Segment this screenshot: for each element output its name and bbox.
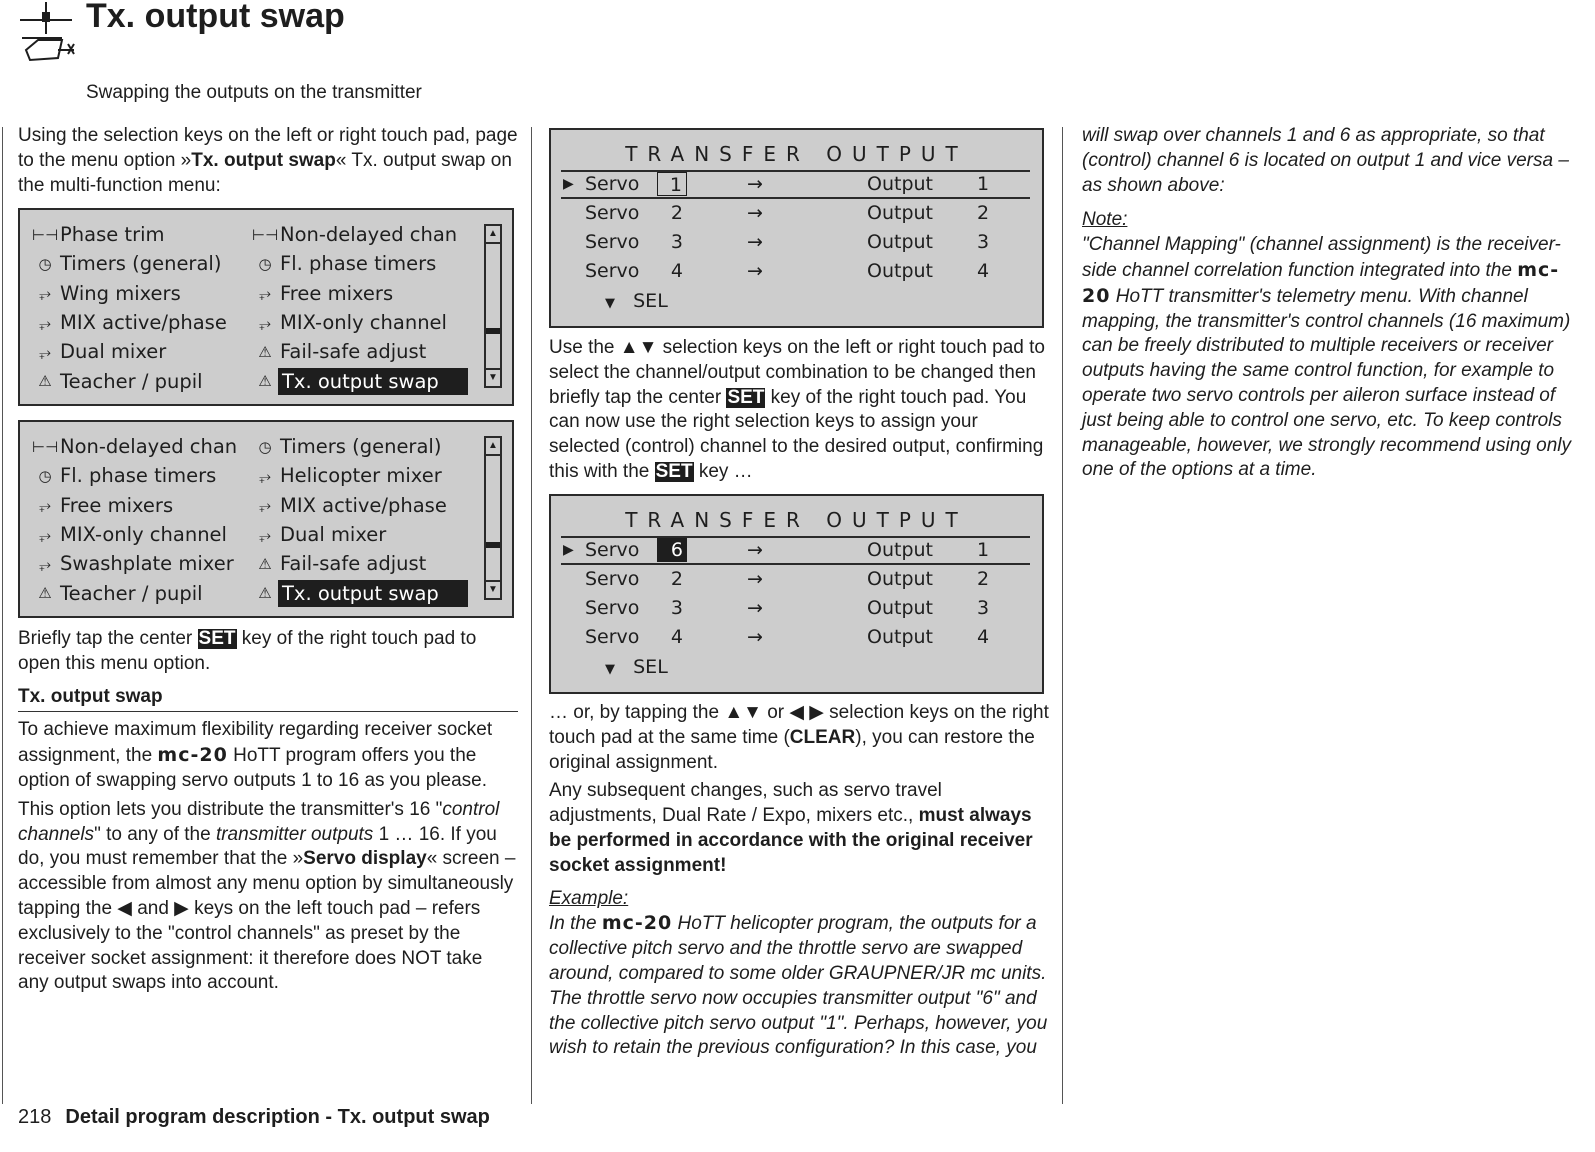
set-key-label: SET (727, 386, 765, 408)
arrow-icon: → (747, 202, 763, 224)
menu-item-label: Non-delayed chan (280, 223, 458, 247)
menu-item-label: Helicopter mixer (280, 464, 442, 488)
set-key-label: SET (655, 460, 693, 482)
transfer-row[interactable] (563, 257, 1023, 286)
menu-item-label: Dual mixer (60, 340, 167, 364)
menu-row (32, 549, 474, 578)
servo-label: Servo (585, 626, 640, 648)
use-paragraph: Use the ▲▼ selection keys on the left or right touch pad to select the channel/output combination to be changed then briefly tap the center SET key of the right touch pad. You can now use the right selection keys to assign your selected (control) channel to the desired output, confirming this with the SET key … (549, 337, 1045, 482)
output-label: Output (867, 202, 933, 224)
menu-item[interactable] (32, 580, 252, 607)
menu-item-icon: ⚠ (258, 584, 272, 603)
menu-item[interactable] (32, 250, 252, 277)
menu-row (32, 578, 474, 607)
arrow-icon: → (747, 173, 763, 195)
menu-item-label: Tx. output swap (278, 368, 468, 395)
menu-row (32, 366, 474, 395)
scroll-down-icon[interactable]: ▼ (486, 368, 500, 386)
menu-item-label: Free mixers (280, 281, 394, 305)
menu-item[interactable] (252, 368, 472, 395)
output-number: 1 (977, 539, 990, 561)
arrow-icon: → (747, 597, 763, 619)
menu-item-icon: ⊢⊣ (32, 437, 59, 456)
page-number: 218 (18, 1106, 52, 1128)
brief-paragraph: Briefly tap the center SET key of the right touch pad to open this menu option. (18, 628, 477, 674)
output-number: 3 (977, 597, 990, 619)
servo-number: 2 (670, 568, 683, 590)
menu-item-icon: ⥅ (38, 496, 51, 515)
scroll-thumb[interactable] (486, 328, 500, 334)
menu-item-icon: ⥅ (38, 342, 51, 361)
menu-item[interactable] (32, 280, 252, 307)
arrow-icon: → (747, 626, 763, 648)
menu-item-icon: ◷ (258, 254, 272, 273)
menu-item-icon: ⚠ (38, 584, 52, 603)
scroll-up-icon[interactable]: ▲ (486, 438, 500, 456)
scrollbar[interactable] (484, 224, 502, 388)
transfer-row[interactable] (563, 199, 1023, 228)
scrollbar[interactable] (484, 436, 502, 600)
transfer-row[interactable] (563, 565, 1023, 594)
servo-number: 4 (670, 260, 683, 282)
output-number: 2 (977, 202, 990, 224)
menu-item-icon: ⥅ (258, 313, 271, 332)
output-label: Output (867, 539, 933, 561)
menu-item-icon: ⥅ (258, 284, 271, 303)
arrow-icon: → (747, 231, 763, 253)
menu-item[interactable] (252, 492, 472, 519)
output-label: Output (867, 173, 933, 195)
menu-item-label: Timers (general) (60, 252, 222, 276)
servo-label: Servo (585, 597, 640, 619)
mc20-logo: mc-20 (157, 744, 228, 767)
menu-item-label: MIX-only channel (280, 311, 447, 335)
menu-item-icon: ⚠ (258, 554, 272, 573)
menu-item-label: Dual mixer (280, 523, 387, 547)
intro-paragraph: Using the selection keys on the left or right touch pad, page to the menu option »Tx. output swap« Tx. output swap on the multi-function menu: (18, 125, 518, 196)
menu-item-label: Phase trim (60, 223, 165, 247)
menu-item[interactable] (252, 580, 472, 607)
screen-title: TRANSFER OUTPUT (625, 508, 968, 532)
menu-item-icon: ⊢⊣ (252, 225, 279, 244)
output-number: 4 (977, 260, 990, 282)
divider (561, 563, 1030, 565)
arrow-icon: → (747, 539, 763, 561)
menu-item[interactable] (252, 462, 472, 489)
menu-row (32, 337, 474, 366)
note-heading: Note: (1082, 209, 1128, 231)
arrow-icon: → (747, 568, 763, 590)
example-paragraph: In the mc-20 HoTT helicopter program, the outputs for a collective pitch servo and the throttle servo are swapped around, compared to some older GRAUPNER/JR mc units. The throttle servo now occupies transmitter output "6" and the collective pitch servo output "1". Perhaps, however, you wish to retain the previous configuration? In this case, you (549, 912, 1048, 1059)
set-key-label: SET (198, 628, 236, 649)
menu-item-label: Timers (general) (280, 435, 442, 459)
servo-number: 3 (670, 231, 683, 253)
scroll-up-icon[interactable]: ▲ (486, 226, 500, 244)
paragraph-distribute: This option lets you distribute the transmitter's 16 "control channels" to any of the transmitter outputs 1 … 16. If you do, you must remember that the »Servo display« screen – accessible from almost any menu option by simultaneously tapping the ◀ and ▶ keys on the left touch pad – refers exclusively to the "control channels" as preset by the receiver socket assignment: it therefore does NOT take any output swaps into account. (18, 798, 516, 994)
menu-item-icon: ⥅ (258, 466, 271, 485)
menu-item-icon: ⥅ (38, 284, 51, 303)
servo-number: 2 (670, 202, 683, 224)
menu-item-icon: ⚠ (38, 372, 52, 391)
menu-item-icon: ⥅ (38, 313, 51, 332)
output-label: Output (867, 260, 933, 282)
transfer-row[interactable] (563, 536, 1023, 565)
servo-number: 6 (657, 538, 687, 562)
menu-row (32, 461, 474, 490)
menu-screen-1 (18, 208, 514, 406)
column-divider (531, 127, 532, 1104)
menu-item-label: Fl. phase timers (280, 252, 437, 276)
menu-item-label: Wing mixers (60, 281, 181, 305)
menu-item[interactable] (252, 433, 472, 460)
menu-item-label: MIX active/phase (60, 311, 227, 335)
output-number: 4 (977, 626, 990, 648)
menu-row (32, 491, 474, 520)
divider (561, 197, 1030, 199)
servo-number: 4 (670, 626, 683, 648)
page-subtitle: Swapping the outputs on the transmitter (86, 82, 422, 103)
sel-softkey[interactable]: ▼ SEL (605, 290, 668, 312)
menu-item-label: MIX active/phase (280, 493, 447, 517)
menu-item-label: Fail-safe adjust (280, 340, 427, 364)
section-heading: Tx. output swap (18, 685, 518, 713)
output-label: Output (867, 597, 933, 619)
left-column (18, 124, 518, 198)
menu-item[interactable] (32, 550, 252, 577)
column-divider (1062, 127, 1063, 1104)
mc20-logo: mc-20 (601, 912, 673, 935)
screen-title: TRANSFER OUTPUT (625, 142, 968, 166)
menu-item-icon: ◷ (38, 254, 52, 273)
arrow-icon: → (747, 260, 763, 282)
menu-item-icon: ⚠ (258, 342, 272, 361)
menu-item-label: Fail-safe adjust (280, 552, 427, 576)
menu-item-icon: ⊢⊣ (32, 225, 59, 244)
menu-item[interactable] (32, 309, 252, 336)
menu-item-icon: ⥅ (38, 554, 51, 573)
menu-item[interactable] (252, 550, 472, 577)
footer-text: Detail program description - Tx. output swap (65, 1106, 490, 1128)
menu-item-label: Teacher / pupil (60, 369, 203, 393)
menu-item-icon: ⥅ (38, 525, 51, 544)
menu-item-icon: ◷ (258, 437, 272, 456)
menu-item[interactable] (32, 521, 252, 548)
transfer-row[interactable] (563, 594, 1023, 623)
servo-label: Servo (585, 568, 640, 590)
scroll-down-icon[interactable]: ▼ (486, 580, 500, 598)
servo-label: Servo (585, 202, 640, 224)
menu-item-icon: ⚠ (258, 372, 272, 391)
output-label: Output (867, 231, 933, 253)
column-divider (2, 127, 3, 1104)
menu-row (32, 308, 474, 337)
example-heading: Example: (549, 887, 629, 909)
servo-label: Servo (585, 539, 640, 561)
menu-row (32, 520, 474, 549)
left-column-body (18, 627, 518, 996)
continuation-paragraph: will swap over channels 1 and 6 as appropriate, so that (control) channel 6 is located on output 1 and vice versa – as shown above: (1082, 125, 1569, 196)
output-label: Output (867, 568, 933, 590)
servo-number: 1 (657, 172, 687, 196)
menu-list (32, 220, 474, 396)
helicopter-model-icon (18, 0, 76, 66)
transfer-row[interactable] (563, 170, 1023, 199)
menu-item-label: Non-delayed chan (60, 435, 238, 459)
menu-item[interactable] (32, 433, 252, 460)
menu-item[interactable] (252, 338, 472, 365)
output-number: 3 (977, 231, 990, 253)
middle-column-body (549, 701, 1049, 1061)
menu-item-icon: ◷ (38, 466, 52, 485)
mc20-logo: mc-20 (1082, 258, 1560, 307)
menu-item-label: Tx. output swap (278, 580, 468, 607)
menu-item[interactable] (32, 492, 252, 519)
paragraph-flexibility: To achieve maximum flexibility regarding receiver socket assignment, the mc-20 HoTT program offers you the option of swapping servo outputs 1 to 16 as you please. (18, 719, 493, 791)
menu-row (32, 220, 474, 249)
menu-item[interactable] (32, 221, 252, 248)
any-paragraph: Any subsequent changes, such as servo travel adjustments, Dual Rate / Expo, mixers etc., must always be performed in accordance with the original receiver socket assignment! (549, 780, 1033, 876)
servo-label: Servo (585, 231, 640, 253)
row-cursor-icon: ▶ (563, 542, 574, 558)
output-number: 2 (977, 568, 990, 590)
menu-list (32, 432, 474, 608)
page-title: Tx. output swap (86, 0, 345, 35)
row-cursor-icon: ▶ (563, 176, 574, 192)
menu-item-label: Fl. phase timers (60, 464, 217, 488)
menu-item-icon: ⥅ (258, 496, 271, 515)
transfer-row[interactable] (563, 623, 1023, 652)
or-paragraph: … or, by tapping the ▲▼ or ◀ ▶ selection keys on the right touch pad at the same time (CLEAR), you can restore the original assignment. (549, 702, 1049, 773)
menu-item-label: Teacher / pupil (60, 581, 203, 605)
menu-item[interactable] (32, 368, 252, 395)
right-column (1082, 124, 1582, 483)
servo-number: 3 (670, 597, 683, 619)
menu-item[interactable] (32, 462, 252, 489)
sel-softkey[interactable]: ▼ SEL (605, 656, 668, 678)
menu-item[interactable] (32, 338, 252, 365)
menu-row (32, 249, 474, 278)
scroll-thumb[interactable] (486, 542, 500, 548)
menu-item[interactable] (252, 250, 472, 277)
output-number: 1 (977, 173, 990, 195)
menu-item[interactable] (252, 280, 472, 307)
menu-screen-2 (18, 420, 514, 618)
note-paragraph: "Channel Mapping" (channel assignment) is the receiver-side channel correlation function integrated into the mc-20 HoTT transmitter's telemetry menu. With channel mapping, the transmitter's control channels (16 maximum) can be freely distributed to multiple receivers or receiver outputs having the same control function, for example to operate two servo controls per aileron surface instead of just being able to control one servo, etc. To keep controls manageable, however, we strongly recommend using only one of the options at a time. (1082, 234, 1571, 481)
menu-row (32, 279, 474, 308)
servo-label: Servo (585, 173, 640, 195)
transfer-row[interactable] (563, 228, 1023, 257)
output-label: Output (867, 626, 933, 648)
menu-item-label: Swashplate mixer (60, 552, 234, 576)
menu-item[interactable] (252, 309, 472, 336)
servo-label: Servo (585, 260, 640, 282)
menu-item[interactable] (252, 221, 472, 248)
menu-item-label: Free mixers (60, 493, 174, 517)
transfer-output-screen-2 (549, 494, 1044, 694)
menu-item-label: MIX-only channel (60, 523, 227, 547)
page-footer (18, 1106, 490, 1129)
transfer-output-screen-1 (549, 128, 1044, 328)
menu-row (32, 432, 474, 461)
menu-item[interactable] (252, 521, 472, 548)
menu-item-icon: ⥅ (258, 525, 271, 544)
